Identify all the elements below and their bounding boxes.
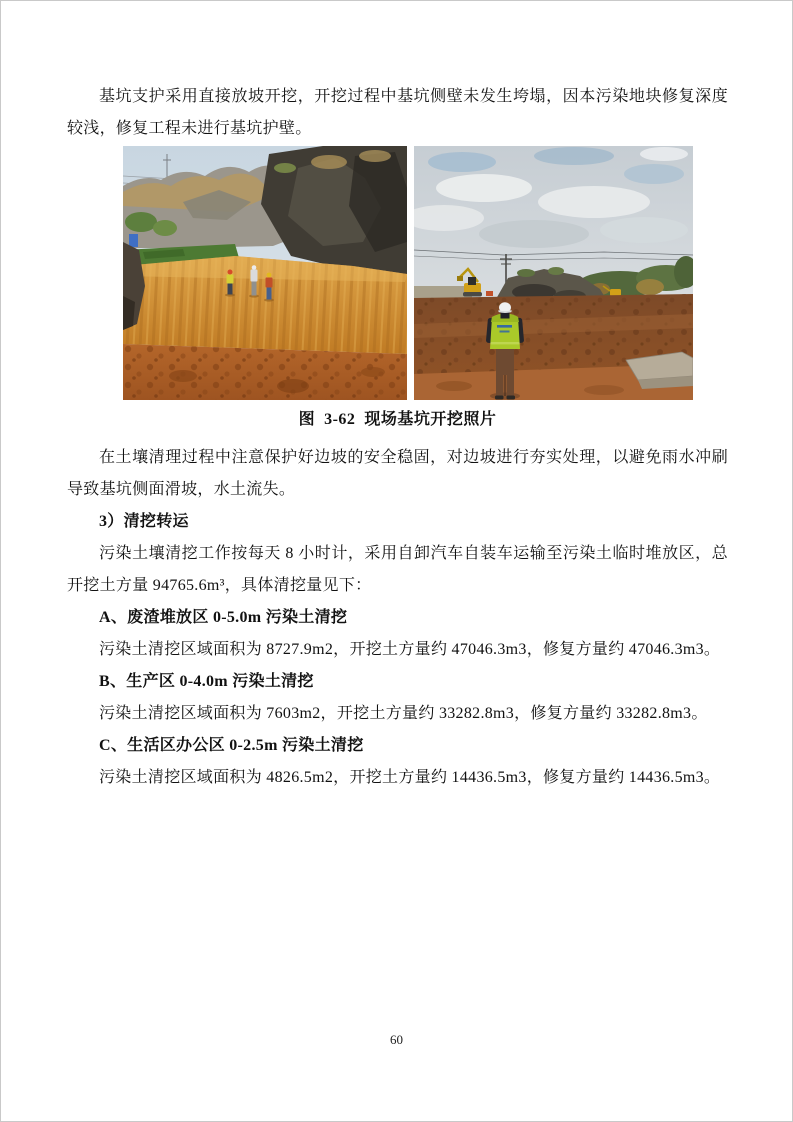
- photo-excavation-field: [414, 146, 693, 400]
- paragraph-item-c: 污染土清挖区域面积为 4826.5m2，开挖土方量约 14436.5m3，修复方量约 14436.5m3。: [99, 769, 721, 786]
- paragraph-section-3-intro: 污染土壤清挖工作按每天 8 小时计，采用自卸汽车自装车运输至污染土临时堆放区，总开挖土方量 94765.6m³，具体清挖量见下：: [67, 545, 728, 594]
- photo-row: [123, 146, 728, 400]
- paragraph-item-b: 污染土清挖区域面积为 7603m2，开挖土方量约 33282.8m3，修复方量约 33282.8m3。: [99, 705, 708, 722]
- paragraph-slope-protection: 在土壤清理过程中注意保护好边坡的安全稳固，对边坡进行夯实处理，以避免雨水冲刷导致基坑侧面滑坡，水土流失。: [67, 449, 728, 498]
- page-number: 60: [390, 1032, 403, 1047]
- document-content: [67, 81, 728, 794]
- heading-section-3: 3）清挖转运: [99, 513, 189, 530]
- photo-excavation-slope: [123, 146, 407, 400]
- paragraph-item-a: 污染土清挖区域面积为 8727.9m2，开挖土方量约 47046.3m3，修复方量约 47046.3m3。: [99, 641, 721, 658]
- heading-item-a: A、废渣堆放区 0-5.0m 污染土清挖: [99, 609, 348, 626]
- heading-item-c: C、生活区办公区 0-2.5m 污染土清挖: [99, 737, 364, 754]
- heading-item-b: B、生产区 0-4.0m 污染土清挖: [99, 673, 314, 690]
- figure-3-62: [67, 146, 728, 436]
- figure-caption: 图 3-62 现场基坑开挖照片: [298, 411, 497, 428]
- paragraph-pit-support: 基坑支护采用直接放坡开挖，开挖过程中基坑侧壁未发生垮塌，因本污染地块修复深度较浅，修复工程未进行基坑护壁。: [67, 88, 728, 137]
